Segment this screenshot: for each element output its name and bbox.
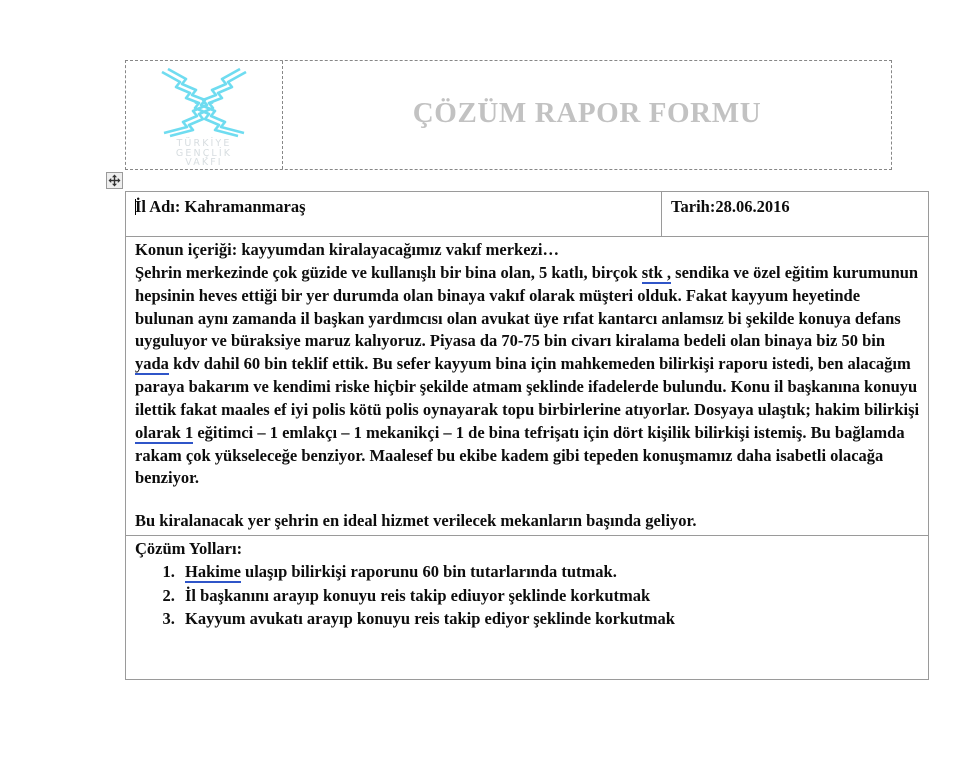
body-text-run: kdv dahil 60 bin teklif ettik. Bu sefer kayyum bina için mahkemeden bilirkişi raporu istedi, ben alacağım paraya bakarım ve kendimi riske hiçbir şekilde atmam şeklinde ifadelerde bulundu. Konu il başkanına konuyu ilettik fakat maales ef iyi polis kötü polis oynayarak topu birbirlerine atıyorlar. Dosyaya ulaştık; hakim bilirkişi bbox=[135, 354, 920, 419]
report-table bbox=[125, 191, 929, 680]
solutions-list bbox=[135, 560, 920, 630]
list-item-text: ulaşıp bilirkişi raporunu 60 bin tutarlarında tutmak. bbox=[240, 562, 617, 582]
header-title-cell bbox=[283, 61, 891, 169]
report-body-cell[interactable] bbox=[126, 237, 929, 536]
list-item-text: Kayyum avukatı arayıp konuyu reis takip ediyor şeklinde korkutmak bbox=[185, 609, 675, 629]
solutions-cell[interactable] bbox=[126, 536, 929, 680]
body-text-run: eğitimci – 1 emlakçı – 1 mekanikçi – 1 de bina tefrişatı için dört kişilik bilirkişi istemiş. Bu bağlamda rakam çok yükseleceğe benziyor. Maalesef bu ekibe kadem gibi tepeden konuşmamız daha isabetli olacağa benziyor. bbox=[135, 422, 905, 488]
paragraph-spacer bbox=[135, 490, 920, 510]
date-cell[interactable] bbox=[662, 192, 929, 237]
tugva-logo bbox=[152, 66, 256, 168]
logo-wordmark bbox=[176, 139, 232, 168]
table-move-handle[interactable] bbox=[106, 172, 123, 189]
body-paragraph-3: Bu kiralanacak yer şehrin en ideal hizmet verilecek mekanların başında geliyor. bbox=[135, 511, 697, 531]
spellcheck-run-yada: yada bbox=[135, 354, 169, 374]
logo-line-1: TÜRKİYE bbox=[176, 137, 232, 149]
spellcheck-run-stk: stk , bbox=[641, 262, 672, 282]
list-item-text: İl başkanını arayıp konuyu reis takip ediuyor şeklinde korkutmak bbox=[185, 585, 651, 605]
spellcheck-run-hakime: Hakime bbox=[185, 562, 241, 582]
list-item bbox=[179, 607, 920, 630]
body-paragraph-1: Konun içeriği: kayyumdan kiralayacağımız vakıf merkezi… bbox=[135, 240, 559, 259]
list-item bbox=[179, 584, 920, 607]
tugva-x-mark bbox=[152, 66, 256, 138]
body-text-run: sendika ve özel eğitim kurumunun hepsinin heves ettiği bir yer durumda olan binaya vakıf olarak müşteri olduk. Fakat kayyum heyetinde bulunan aynı zamanda il başkan yardımcısı olan avukat üye rıfat kantarcı anlamsız bi şekilde konuya defans uyguluyor ve büraksiye maruz kalıyoruz. Piyasa da 70-75 bin civarı kiralama bedeli olan binaya biz 50 bin bbox=[135, 262, 919, 351]
document-header bbox=[125, 60, 892, 170]
page-title: ÇÖZÜM RAPOR FORMU bbox=[412, 96, 762, 129]
header-logo-cell bbox=[126, 61, 283, 169]
body-text-run: Şehrin merkezinde çok güzide ve kullanışlı bir bina olan, 5 katlı, birçok bbox=[135, 262, 642, 282]
list-item bbox=[179, 560, 920, 583]
table-row bbox=[126, 192, 929, 237]
table-row bbox=[126, 237, 929, 536]
province-cell[interactable] bbox=[126, 192, 662, 237]
province-label: İl Adı: Kahramanmaraş bbox=[135, 197, 306, 216]
spellcheck-run-olarak: olarak 1 bbox=[135, 422, 194, 442]
logo-line-3: VAKFI bbox=[185, 157, 223, 169]
solutions-heading: Çözüm Yolları: bbox=[135, 539, 243, 559]
logo-line-2: GENÇLİK bbox=[175, 147, 233, 159]
table-row bbox=[126, 536, 929, 680]
move-arrows-icon bbox=[108, 174, 121, 187]
date-label: Tarih:28.06.2016 bbox=[671, 197, 790, 216]
body-paragraph-2 bbox=[135, 262, 920, 490]
